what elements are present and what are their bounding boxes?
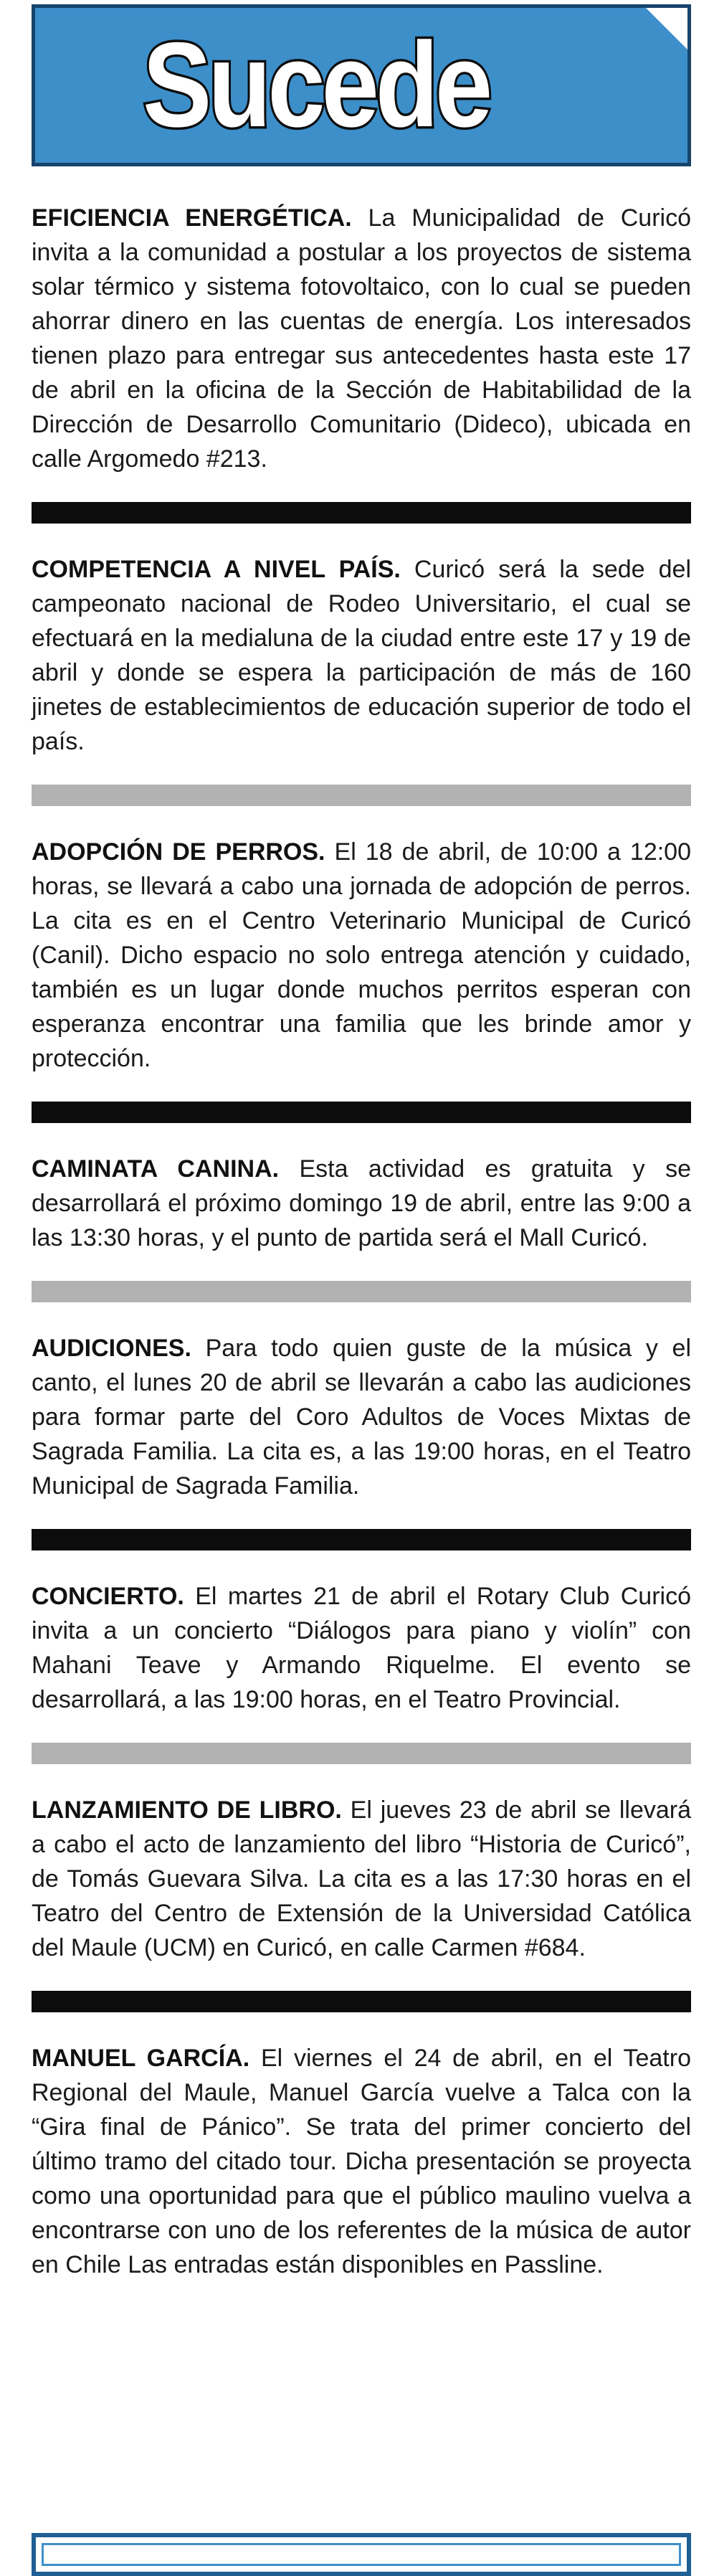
divider-dark xyxy=(32,1102,691,1123)
event-body: El viernes el 24 de abril, en el Teatro Regional del Maule, Manuel García vuelve a Talca con la “Gira final de Pánico”. Se trata del primer concierto del último tramo del citado tour. Dicha presentación se proyecta como una oportunidad para que el público maulino vuelva a encontrarse con uno de los referentes de la música de autor en Chile Las entradas están disponibles en Passline. xyxy=(32,2045,691,2278)
event-item-competencia xyxy=(32,552,691,759)
event-lead: EFICIENCIA ENERGÉTICA. xyxy=(32,204,352,232)
divider-dark xyxy=(32,1529,691,1550)
event-item-concierto xyxy=(32,1579,691,1717)
event-item-libro xyxy=(32,1793,691,1965)
events-list xyxy=(32,201,691,2282)
event-item-manuel-garcia xyxy=(32,2041,691,2282)
divider-light xyxy=(32,1281,691,1302)
event-lead: CAMINATA CANINA. xyxy=(32,1155,280,1183)
event-body: Esta actividad es gratuita y se desarrollará el próximo domingo 19 de abril, entre las 9:00 a las 13:30 horas, y el punto de partida será el Mall Curicó. xyxy=(32,1155,692,1251)
event-lead: COMPETENCIA A NIVEL PAÍS. xyxy=(32,556,401,583)
divider-dark xyxy=(32,502,691,524)
event-item-audiciones xyxy=(32,1331,691,1503)
divider-light xyxy=(32,785,691,806)
event-body: Para todo quien guste de la música y el canto, el lunes 20 de abril se llevarán a cabo las audiciones para formar parte del Coro Adultos de Voces Mixtas de Sagrada Familia. La cita es, a las 19:00 horas, en el Teatro Municipal de Sagrada Familia. xyxy=(32,1335,691,1500)
divider-dark xyxy=(32,1991,691,2012)
section-title: Sucede xyxy=(143,17,489,152)
section-header-banner xyxy=(32,4,691,166)
event-body: Curicó será la sede del campeonato nacional de Rodeo Universitario, el cual se efectuará en la medialuna de la ciudad entre este 17 y 19 de abril y donde se espera la participación de más de 160 jinetes de establecimientos de educación superior de todo el país. xyxy=(32,556,691,755)
footer-inner-frame xyxy=(42,2543,681,2566)
event-body: El jueves 23 de abril se llevará a cabo el acto de lanzamiento del libro “Historia de Curicó”, de Tomás Guevara Silva. La cita es a las 17:30 horas en el Teatro del Centro de Extensión de la Universidad Católica del Maule (UCM) en Curicó, en calle Carmen #684. xyxy=(32,1796,692,1961)
divider-light xyxy=(32,1743,691,1764)
event-item-eficiencia xyxy=(32,201,691,476)
event-item-adopcion xyxy=(32,835,691,1076)
event-lead: MANUEL GARCÍA. xyxy=(32,2045,250,2072)
event-lead: AUDICIONES. xyxy=(32,1335,191,1362)
page-curl-corner xyxy=(642,4,691,54)
event-lead: ADOPCIÓN DE PERROS. xyxy=(32,838,325,866)
event-item-caminata xyxy=(32,1152,691,1255)
event-lead: CONCIERTO. xyxy=(32,1583,184,1610)
event-body: La Municipalidad de Curicó invita a la comunidad a postular a los proyectos de sistema solar térmico y sistema fotovoltaico, con lo cual se pueden ahorrar dinero en las cuentas de energía. Los interesados tienen plazo para entregar sus antecedentes hasta este 17 de abril en la oficina de la Sección de Habitabilidad de la Dirección de Desarrollo Comunitario (Dideco), ubicada en calle Argomedo #213. xyxy=(32,204,692,473)
event-body: El 18 de abril, de 10:00 a 12:00 horas, se llevará a cabo una jornada de adopción de perros. La cita es en el Centro Veterinario Municipal de Curicó (Canil). Dicho espacio no solo entrega atención y cuidado, también es un lugar donde muchos perritos esperan con esperanza encontrar una familia que les brinde amor y protección. xyxy=(32,838,692,1072)
event-body: El martes 21 de abril el Rotary Club Curicó invita a un concierto “Diálogos para piano y violín” con Mahani Teave y Armando Riquelme. El evento se desarrollará, a las 19:00 horas, en el Teatro Provincial. xyxy=(32,1583,691,1713)
footer-frame xyxy=(32,2533,691,2576)
event-lead: LANZAMIENTO DE LIBRO. xyxy=(32,1796,342,1824)
